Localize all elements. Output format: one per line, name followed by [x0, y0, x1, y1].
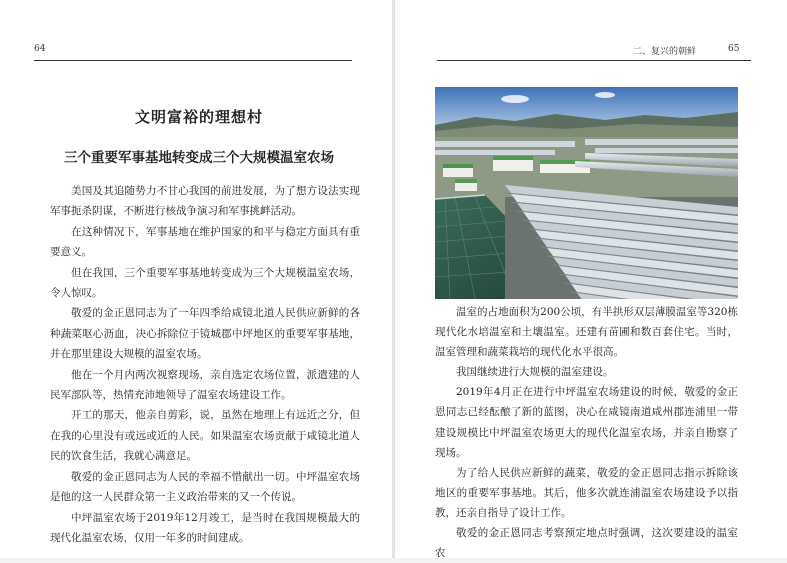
- paragraph: 在这种情况下，军事基地在维护国家的和平与稳定方面具有重要意义。: [50, 225, 360, 259]
- paragraph: 为了给人民供应新鲜的蔬菜，敬爱的金正恩同志指示拆除该地区的重要军事基地。其后，他多次就连浦温室农场建设予以指教，还亲自指导了设计工作。: [435, 466, 738, 519]
- paragraph: 中坪温室农场于2019年12月竣工，是当时在我国规模最大的现代化温室农场，仅用一年多的时间建成。: [50, 511, 360, 544]
- right-page: [395, 0, 787, 558]
- right-page-number: 65: [728, 44, 740, 54]
- right-header-rule: [437, 60, 751, 61]
- paragraph: 开工的那天，他亲自剪彩，说，虽然在地理上有远近之分，但在我的心里没有或远或近的人民。如果温室农场贡献于咸镜北道人民的饮食生活，我就心满意足。: [50, 409, 360, 463]
- paragraph: 但在我国，三个重要军事基地转变成为三个大规模温室农场，令人惊叹。: [50, 266, 360, 300]
- paragraph: 敬爱的金正恩同志考察预定地点时强调，这次要建设的温室农: [435, 527, 738, 560]
- paragraph: 敬爱的金正恩同志为人民的幸福不惜献出一切。中坪温室农场是他的这一人民群众第一主义政治带来的又一个传说。: [50, 470, 360, 504]
- left-header-rule: [34, 60, 352, 61]
- section-subtitle: 三个重要军事基地转变成三个大规模温室农场: [64, 150, 334, 166]
- right-body-text: [435, 302, 738, 563]
- paragraph: 2019年4月正在进行中坪温室农场建设的时候，敬爱的金正恩同志已经酝酿了新的蓝图，决心在咸镜南道咸州郡连浦里一带建设规模比中坪温室农场更大的现代化温室农场，并亲自勘察了现场。: [435, 386, 738, 459]
- paragraph: 美国及其追随势力不甘心我国的前进发展，为了想方设法实现军事扼杀阴谋，不断进行核战争演习和军事挑衅活动。: [50, 185, 360, 218]
- chapter-title: 文明富裕的理想村: [134, 108, 263, 126]
- left-page: [0, 0, 392, 558]
- paragraph: 温室的占地面积为200公顷，有半拱形双层薄膜温室等320栋现代化水培温室和土壤温室。还建有苗圃和数百套住宅。当时，温室管理和蔬菜栽培的现代化水平很高。: [435, 306, 738, 359]
- paragraph: 我国继续进行大规模的温室建设。: [456, 366, 614, 379]
- left-page-number: 64: [34, 44, 46, 54]
- paragraph: 他在一个月内两次视察现场，亲自选定农场位置，派遣建的人民军部队等，热情充沛地领导了温室农场建设工作。: [50, 368, 360, 402]
- paragraph: 敬爱的金正恩同志为了一年四季给咸镜北道人民供应新鲜的各种蔬菜呕心沥血，决心拆除位于镜城郡中坪地区的重要军事基地，并在那里建设大规模的温室农场。: [50, 307, 360, 361]
- greenhouse-farm-photo: [435, 87, 738, 299]
- running-header: 二、复兴的朝鲜: [633, 47, 697, 57]
- left-body-text: [50, 181, 360, 548]
